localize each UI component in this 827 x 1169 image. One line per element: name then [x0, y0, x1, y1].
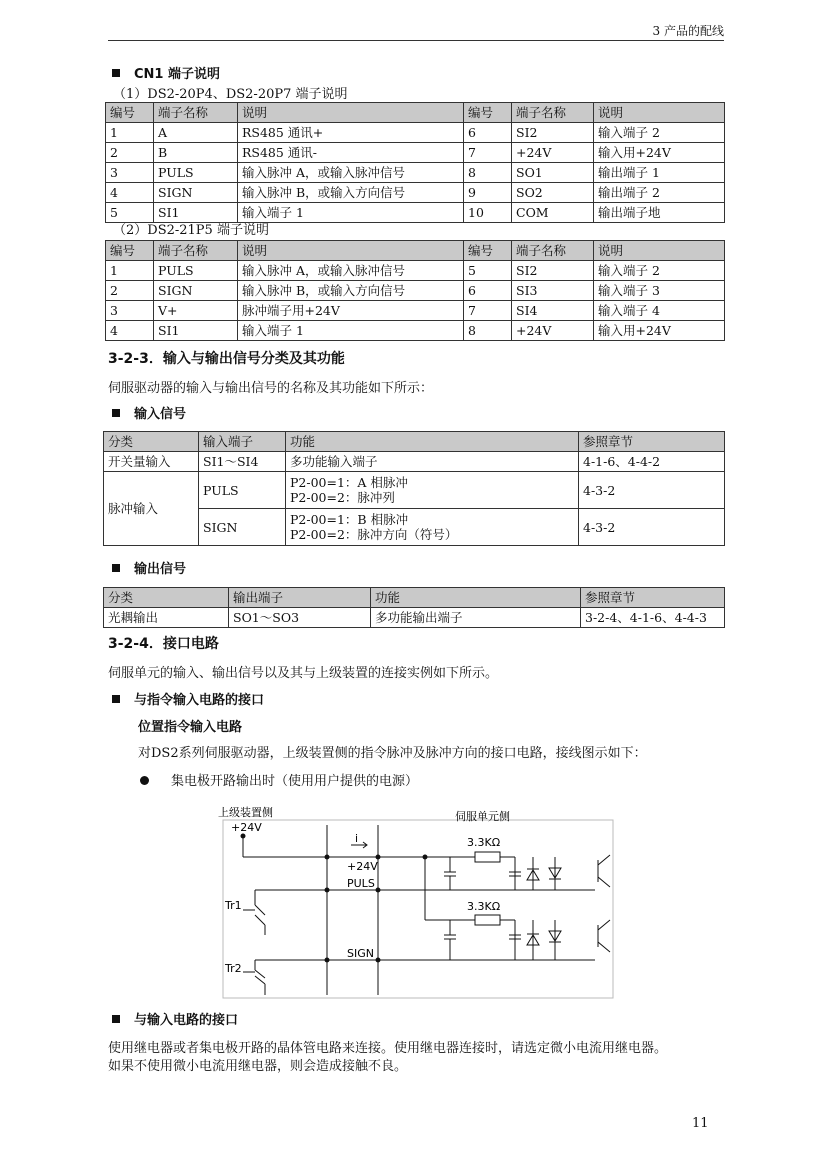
table-cell: 1	[106, 261, 154, 281]
col-header: 分类	[104, 588, 229, 608]
table-header-row	[106, 103, 725, 123]
table-cell: 输入脉冲 B，或输入方向信号	[238, 281, 464, 301]
table-row	[104, 472, 725, 509]
table-cell	[286, 472, 579, 509]
col-header: 编号	[106, 103, 154, 123]
table-cell: SI2	[512, 261, 594, 281]
input-circuit-para-1: 使用继电器或者集电极开路的晶体管电路来连接。使用继电器连接时，请选定微小电流用继电器。	[108, 1041, 668, 1056]
tr1-label: Tr1	[225, 899, 242, 912]
col-header: 端子名称	[512, 103, 594, 123]
table-cell: SIGN	[154, 183, 238, 203]
current-label: i	[355, 832, 359, 845]
table-cell: 7	[464, 143, 512, 163]
table-cell: 2	[106, 143, 154, 163]
table-cell: 6	[464, 123, 512, 143]
table-cell: 4-1-6、4-4-2	[579, 452, 725, 472]
table-cell: +24V	[512, 143, 594, 163]
square-bullet-icon	[112, 695, 120, 703]
table-row	[106, 203, 725, 223]
table-cell: SO1～SO3	[229, 608, 371, 628]
table-row	[106, 143, 725, 163]
table-cell: SIGN	[199, 509, 286, 546]
host-side-label: 上级装置侧	[218, 806, 273, 819]
cmd-input-heading: 与指令输入电路的接口	[112, 692, 264, 709]
table-cell: 3-2-4、4-1-6、4-4-3	[581, 608, 725, 628]
table-cell: 5	[106, 203, 154, 223]
table-row	[104, 452, 725, 472]
col-header: 编号	[106, 241, 154, 261]
table-cell: COM	[512, 203, 594, 223]
table-cell: A	[154, 123, 238, 143]
table-cell: B	[154, 143, 238, 163]
puls-label: PULS	[347, 877, 375, 890]
table-cell: SI2	[512, 123, 594, 143]
pos-cmd-desc: 对DS2系列伺服驱动器，上级装置侧的指令脉冲及脉冲方向的接口电路，接线图示如下：	[138, 746, 647, 761]
table-cell: 输入端子 3	[594, 281, 725, 301]
table-cell: 4	[106, 183, 154, 203]
table-cell: +24V	[512, 321, 594, 341]
output-signal-table	[103, 587, 725, 628]
table-cell: V+	[154, 301, 238, 321]
table-cell: 输入端子 1	[238, 321, 464, 341]
sign-label: SIGN	[347, 947, 374, 960]
col-header: 输出端子	[229, 588, 371, 608]
table-cell: 4-3-2	[579, 509, 725, 546]
col-header: 说明	[238, 103, 464, 123]
section-3-2-3-title: 3-2-3．输入与输出信号分类及其功能	[108, 351, 345, 367]
resistor-2-label: 3.3KΩ	[467, 900, 501, 913]
square-bullet-icon	[112, 409, 120, 417]
table-header-row	[106, 241, 725, 261]
table-cell: 4-3-2	[579, 472, 725, 509]
col-header: 说明	[594, 241, 725, 261]
input-signal-heading: 输入信号	[112, 406, 186, 423]
table-cell: 8	[464, 163, 512, 183]
table-cell: RS485 通讯+	[238, 123, 464, 143]
table-cell: 输出端子 1	[594, 163, 725, 183]
resistor-1-label: 3.3KΩ	[467, 836, 501, 849]
table-cell: 4	[106, 321, 154, 341]
table-cell: 输入脉冲 B，或输入方向信号	[238, 183, 464, 203]
table-cell: 3	[106, 301, 154, 321]
col-header: 端子名称	[154, 241, 238, 261]
col-header: 参照章节	[581, 588, 725, 608]
input-signal-table	[103, 431, 725, 546]
cn1-heading: CN1 端子说明	[112, 66, 220, 83]
cn1-subtitle-2: （2）DS2-21P5 端子说明	[113, 223, 269, 238]
col-header: 功能	[371, 588, 581, 608]
table-cell: SO1	[512, 163, 594, 183]
table-cell: PULS	[154, 261, 238, 281]
table-cell: 脉冲端子用+24V	[238, 301, 464, 321]
table-cell: 开关量输入	[104, 452, 199, 472]
table-cell: SI1	[154, 321, 238, 341]
interface-circuit-diagram	[215, 800, 615, 1000]
table-cell: PULS	[154, 163, 238, 183]
pos-cmd-heading: 位置指令输入电路	[138, 720, 243, 735]
func-line: P2-00=2：脉冲方向（符号）	[290, 527, 458, 542]
table-cell: 10	[464, 203, 512, 223]
table-row	[106, 321, 725, 341]
table-cell: 5	[464, 261, 512, 281]
func-line: P2-00=2：脉冲列	[290, 490, 395, 505]
table-cell: SI4	[512, 301, 594, 321]
table-cell: 输入端子 4	[594, 301, 725, 321]
page-number: 11	[692, 1116, 709, 1131]
table-cell	[286, 509, 579, 546]
input-circuit-para-2: 如果不使用微小电流用继电器，则会造成接触不良。	[108, 1059, 408, 1074]
table-cell: 输出端子地	[594, 203, 725, 223]
col-header: 参照章节	[579, 432, 725, 452]
table-row	[104, 608, 725, 628]
table-row	[106, 301, 725, 321]
table-cell: 光耦输出	[104, 608, 229, 628]
section-3-2-4-title: 3-2-4．接口电路	[108, 636, 219, 652]
v24b-label: +24V	[347, 860, 378, 873]
servo-side-label: 伺服单元侧	[455, 810, 510, 823]
table-cell: 多功能输入端子	[286, 452, 579, 472]
table-cell: 输入脉冲 A，或输入脉冲信号	[238, 261, 464, 281]
table-cell: 输入脉冲 A，或输入脉冲信号	[238, 163, 464, 183]
table-cell: RS485 通讯-	[238, 143, 464, 163]
table-cell: 7	[464, 301, 512, 321]
table-cell: 3	[106, 163, 154, 183]
col-header: 端子名称	[512, 241, 594, 261]
table-cell: 1	[106, 123, 154, 143]
output-signal-heading: 输出信号	[112, 561, 186, 578]
cn1-subtitle-1: （1）DS2-20P4、DS2-20P7 端子说明	[113, 87, 348, 102]
table-cell: 输入端子 2	[594, 261, 725, 281]
col-header: 分类	[104, 432, 199, 452]
tr2-label: Tr2	[225, 962, 242, 975]
col-header: 输入端子	[199, 432, 286, 452]
table-cell: 脉冲输入	[104, 472, 199, 546]
bullet-dot-icon	[140, 776, 149, 785]
bullet-item: 集电极开路输出时（使用用户提供的电源）	[140, 773, 418, 790]
table-cell: SI1	[154, 203, 238, 223]
table-cell: 输入用+24V	[594, 321, 725, 341]
table-row	[106, 123, 725, 143]
table-header-row	[104, 432, 725, 452]
table-cell: 8	[464, 321, 512, 341]
col-header: 说明	[238, 241, 464, 261]
col-header: 说明	[594, 103, 725, 123]
col-header: 编号	[464, 241, 512, 261]
table-row	[106, 281, 725, 301]
table-cell: 输入端子 2	[594, 123, 725, 143]
table-row	[106, 261, 725, 281]
square-bullet-icon	[112, 69, 120, 77]
table-cell: 输入端子 1	[238, 203, 464, 223]
input-circuit-heading: 与输入电路的接口	[112, 1012, 238, 1029]
chapter-title: 3 产品的配线	[652, 24, 724, 38]
table-cell: SI3	[512, 281, 594, 301]
col-header: 功能	[286, 432, 579, 452]
page-header	[108, 18, 724, 41]
table-cell: SI1～SI4	[199, 452, 286, 472]
table-header-row	[104, 588, 725, 608]
table-cell: 输出端子 2	[594, 183, 725, 203]
func-line: P2-00=1：A 相脉冲	[290, 475, 408, 490]
square-bullet-icon	[112, 1015, 120, 1023]
col-header: 端子名称	[154, 103, 238, 123]
table-cell: SIGN	[154, 281, 238, 301]
section-3-2-3-intro: 伺服驱动器的输入与输出信号的名称及其功能如下所示：	[108, 381, 434, 396]
table-cell: SO2	[512, 183, 594, 203]
func-line: P2-00=1：B 相脉冲	[290, 512, 409, 527]
table-cell: 多功能输出端子	[371, 608, 581, 628]
col-header: 编号	[464, 103, 512, 123]
table-row	[106, 183, 725, 203]
section-3-2-4-intro: 伺服单元的输入、输出信号以及其与上级装置的连接实例如下所示。	[108, 666, 499, 681]
table-row	[106, 163, 725, 183]
cn1-table-1	[105, 102, 725, 223]
table-cell: PULS	[199, 472, 286, 509]
square-bullet-icon	[112, 564, 120, 572]
table-cell: 输入用+24V	[594, 143, 725, 163]
table-cell: 2	[106, 281, 154, 301]
cn1-table-2	[105, 240, 725, 341]
table-cell: 9	[464, 183, 512, 203]
table-cell: 6	[464, 281, 512, 301]
v24-label: +24V	[231, 821, 262, 834]
